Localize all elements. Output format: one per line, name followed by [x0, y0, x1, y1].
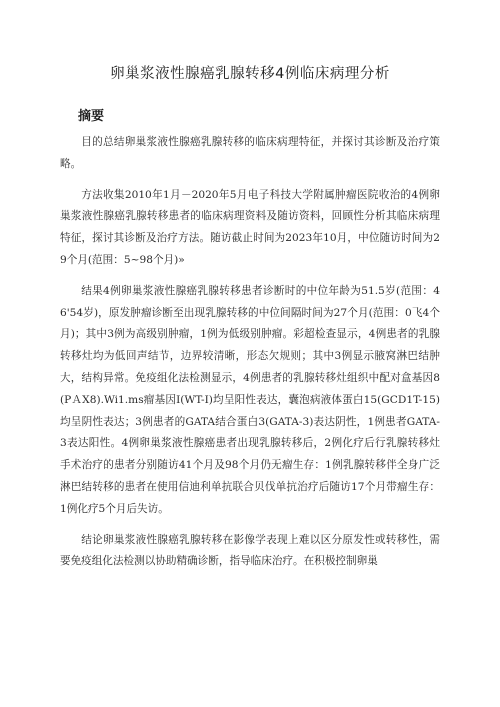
paragraph-conclusion: 结论卵巢浆液性腺癌乳腺转移在影像学表现上难以区分原发性或转移性，需要免疫组化法检测以协助精确诊断，指导临床治疗。在积极控制卵巢 — [60, 533, 440, 568]
document-title: 卵巢浆液性腺癌乳腺转移4例临床病理分析 — [110, 66, 390, 82]
paragraph-purpose: 目的总结卵巢浆液性腺癌乳腺转移的临床病理特征，并探讨其诊断及治疗策略。 — [60, 136, 440, 170]
abstract-heading: 摘要 — [78, 109, 105, 124]
paragraph-result: 结果4例卵巢浆液性腺癌乳腺转移患者诊断时的中位年龄为51.5岁(范围：46'54岁)，原发肿瘤诊断至出现乳腺转移的中位间隔时间为27个月(范围：0飞4个月)；其中3例为高级别肿瘤，1例为低级别肿瘤。彩超检查显示，4例患者的乳腺转移灶均为低回声结节，边界较清晰，形态欠规则；其中3例显示腋窝淋巴结肿大，结构异常。免疫组化法检测显示，4例患者的乳腺转移灶组织中配对盒基因8(PＡX8).Wi1.ms瘤基因I(WT-I)均呈阳性表达，囊泡病液体蛋白15(GCD1T-15)均呈阴性表达；3例患者的GATA结合蛋白3(GATA-3)表达阴性，1例患者GATA-3表达阳性。4例卵巢浆液性腺癌患者出现乳腺转移后，2例化疗后行乳腺转移灶手术治疗的患者分别随访41个月及98个月仍无瘤生存：1例乳腺转移伴全身广泛淋巴结转移的患者在使用信迪利单抗联合贝伐单抗治疗后随访17个月带瘤生存：1例化疗5个月后失访。 — [60, 284, 440, 515]
paragraph-method: 方法收集2010年1月－2020年5月电子科技大学附属肿瘤医院收治的4例卵巢浆液性腺癌乳腺转移患者的临床病理资料及随访资料，回顾性分析其临床病理特征，探讨其诊断及治疗方法。随访截止时间为2023年10月，中位随访时间为29个月(范围：5~98个月)» — [60, 188, 440, 266]
